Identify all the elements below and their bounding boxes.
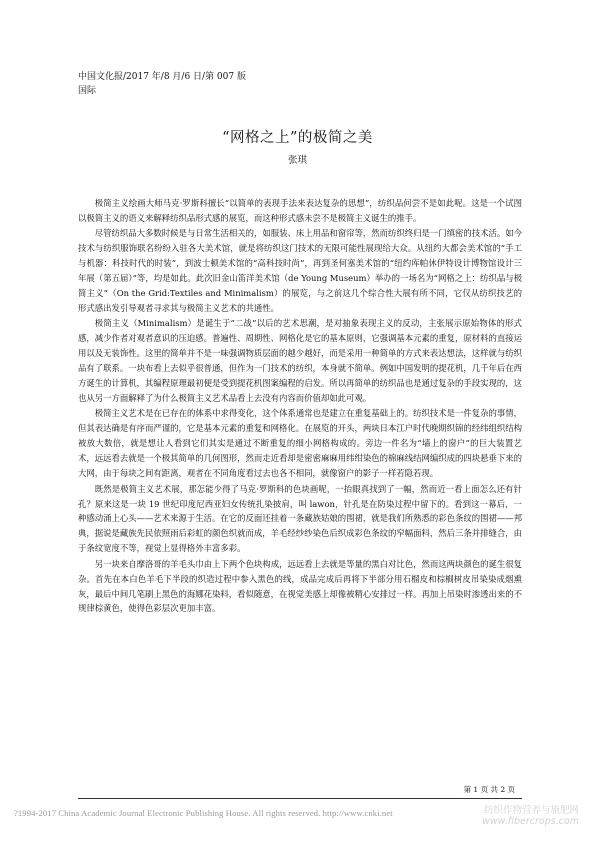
paragraph: 极简主义艺术是在已存在的体系中求得变化，这个体系通常也是建立在重复基础上的。纺织技术是一件复杂的事情，但其表达确是有序而严谨的，它是基本元素的重复和网格化。在展览的开头，两块日本江户时代晚期织锦的经纬组织结构被放大数倍，就是想让人看到它们其实是通过不断重复的细小网格构成的。旁边一件名为“墙上的窗户”的巨大装置艺术，远远看去就是一个极其简单的几何图形，然而走近看却是密密麻麻用纬绀染色的棉麻线结网编织成的四块悬垂下来的大网，由于每块之间有距离，观者在不同角度看过去也各不相同，就像窗户的影子一样若隐若现。 xyxy=(78,408,522,479)
footer-divider xyxy=(78,798,522,799)
page-number: 第 1 页 共 2 页 xyxy=(463,785,515,794)
paragraph: 极简主义绘画大师马克·罗斯科擅长“以简单的表现手法来表达复杂的思想”，纺织品何尝不是如此呢。这是一个试图以极简主义的语义来解释纺织品形式感的展览，而这种形式感未尝不是极简主义诞生的推手。 xyxy=(78,198,522,223)
paragraph: 极简主义（Minimalism）是诞生于“二战”以后的艺术思潮，是对抽象表现主义的反动，主张展示原始物体的形式感，减少作者对观者意识的压迫感。普遍性、周期性、网格化是它的基本原则，它强调基本元素的重复，原材料的直接运用以及无装饰性。这里的简单并不是一味强调物质层面的越少越好，而是采用一种简单的方式来表达想法，这样就与纺织品有了联系。一块布看上去似乎很普通，但作为一门技术的纺织，本身就不简单。例如中国发明的提花机，几千年后在西方诞生的计算机，其编程原理最初便是受到提花机图案编程的启发。所以再简单的纺织品也是通过复杂的手段实现的，这也从另一方面解释了为什么极简主义艺术品看上去没有内容而价值却如此可观。 xyxy=(78,318,522,403)
article-author: 张琪 xyxy=(287,155,307,166)
watermark-text: 纺织作物营养与施肥网 xyxy=(483,805,579,816)
article-body xyxy=(78,196,522,617)
watermark xyxy=(482,802,579,827)
header-meta xyxy=(78,70,246,98)
paragraph: 尽管纺织品大多数时候是与日常生活相关的，如服装、床上用品和窗帘等，然而纺织终归是一门缜密的技术活。如今技术与纺织服饰联名纷纷入驻各大美术馆，就是将纺织这门技术的无限可能性展现给大众。从纽约大都会美术馆的“手工与机器：科技时代的时装”，到波士顿美术馆的“高科技时尚”，再到圣何塞美术馆的“纽约库帕休伊特设计博物馆设计三年展（第五届）”等，均是如此。此次旧金山笛洋美术馆（de Young Museum）举办的一场名为“网格之上：纺织品与极简主义”（On the Grid:Textiles and Minimalism）的展览，与之前这几个综合性大展有所不同，它仅从纺织技艺的形式感出发引导观者寻求其与极简主义艺术的共通性。 xyxy=(78,228,522,313)
paragraph: 另一块来自摩洛哥的羊毛头巾由上下两个色块构成，远远看上去就是等量的黑白对比色，然而这两块颜色的诞生很复杂。首先在本白色羊毛下半段的织造过程中参入黑色的线，成品完成后再将下半部分用石榴皮和棕榈树皮吊染染成烟熏灰，最后中间几笔刷上黑色的海娜花染料，看似随意，在视觉美感上却像被精心安排过一样。再加上吊染时渗透出来的不规律棕黄色，使得色彩层次更加丰富。 xyxy=(78,558,522,614)
source-line: 中国文化报/2017 年/8 月/6 日/第 007 版 xyxy=(78,72,246,82)
watermark-url: www.fibercrops.com xyxy=(482,816,579,827)
paragraph: 既然是极简主义艺术展，那怎能少得了马克·罗斯科的色块画呢，一抬眼真找到了一幅，然而近一看上面怎么还有针孔？原来这是一块 19 世纪印度尼西亚妇女传统扎染披肩，叫 lawon，针孔是在防染过程中留下的。看到这一幕后，一种感动涌上心头——艺术来源于生活。在它的反面还挂着一条藏族姑娘的围裙，就是我们所熟悉的彩色条纹的围裙——邦典，据说是藏族先民依照雨后彩虹的颜色织就而成，羊毛经纱纱染色后织成彩色条纹的窄幅面料，然后三条并排缝合，由于条纹宽度不等，视觉上显得格外丰富多彩。 xyxy=(78,483,522,554)
copyright-notice: ?1994-2017 China Academic Journal Electronic Publishing House. All rights reserved. http://www.cnki.net xyxy=(14,808,393,818)
article-title: “网格之上”的极简之美 xyxy=(222,130,373,146)
section-label: 国际 xyxy=(78,86,97,96)
